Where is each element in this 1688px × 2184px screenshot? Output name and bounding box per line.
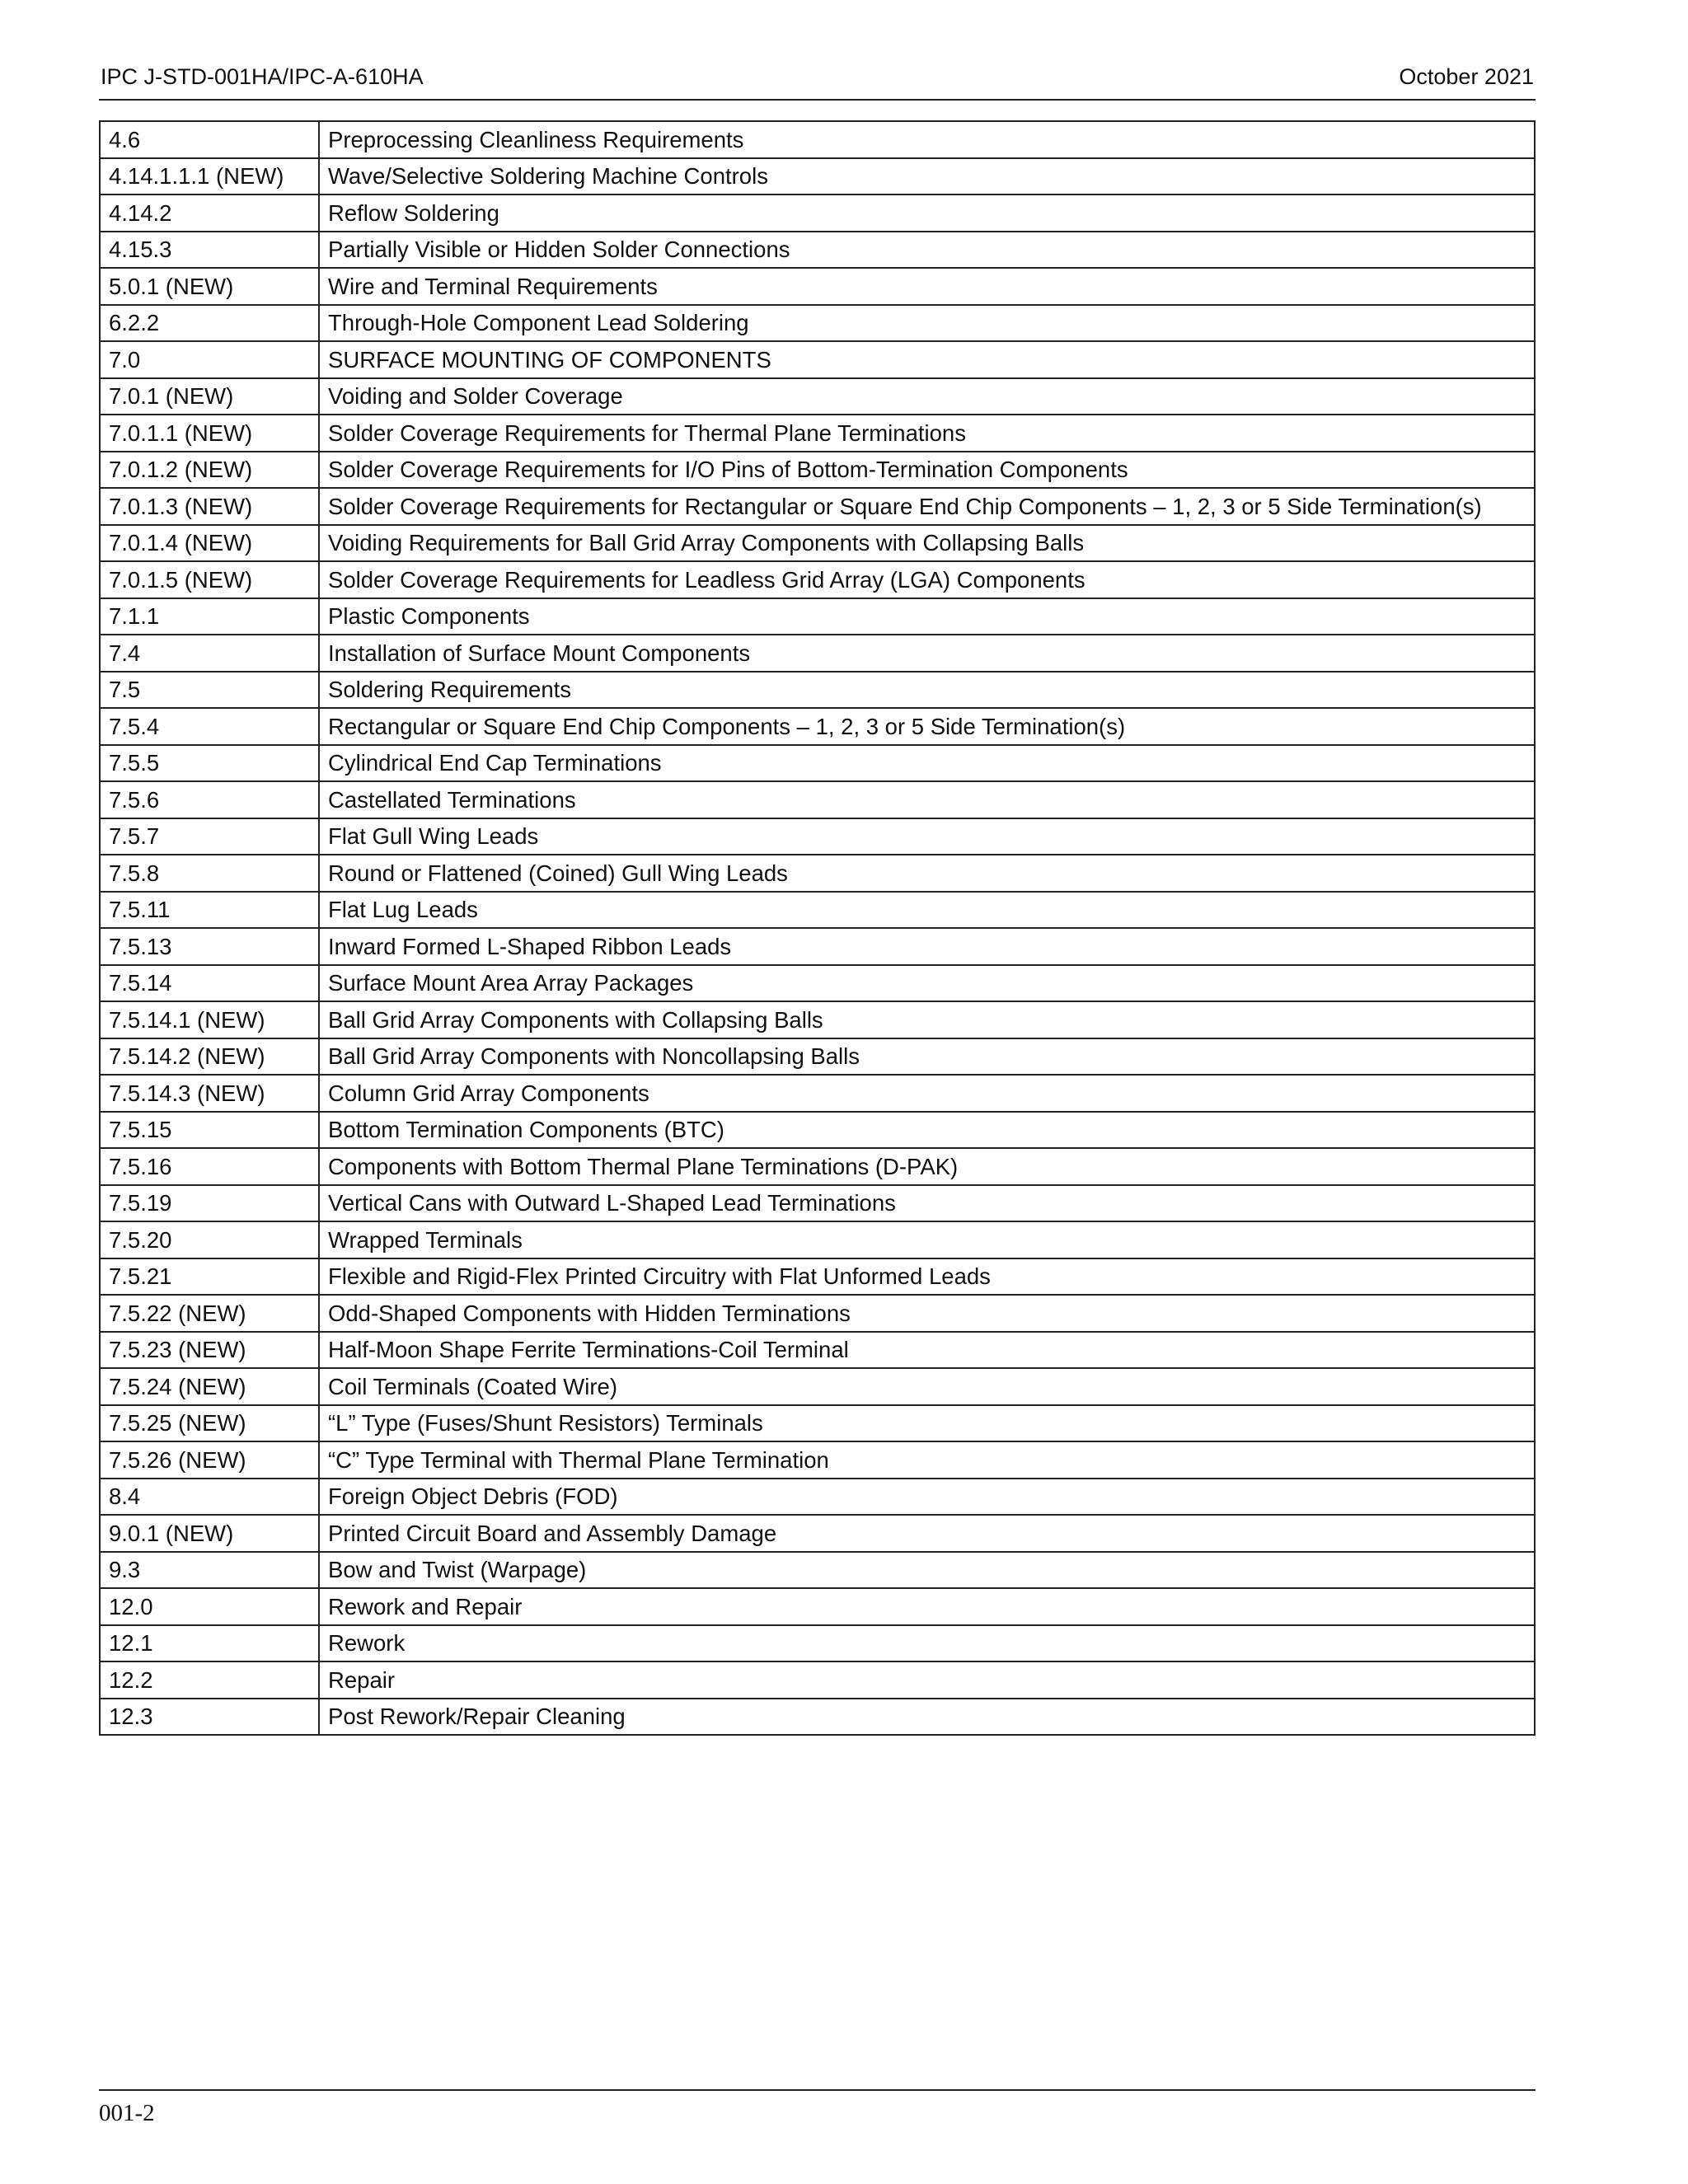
page-header [99,59,1536,101]
table-row [100,268,1535,305]
section-number-cell: 9.3 [100,1552,319,1589]
section-title-cell: Bow and Twist (Warpage) [319,1552,1535,1589]
section-title-cell: Castellated Terminations [319,781,1535,818]
section-number-cell: 7.5.26 (NEW) [100,1441,319,1479]
section-number-cell: 7.5.6 [100,781,319,818]
section-number-cell: 7.5.25 (NEW) [100,1405,319,1442]
section-title-cell: Through-Hole Component Lead Soldering [319,305,1535,342]
table-row [100,1258,1535,1296]
section-title-cell: Round or Flattened (Coined) Gull Wing Leads [319,855,1535,892]
table-row [100,1295,1535,1332]
section-title-cell: Solder Coverage Requirements for Leadless Grid Array (LGA) Components [319,561,1535,598]
section-title-cell: Wrapped Terminals [319,1221,1535,1258]
document-title: IPC J-STD-001HA/IPC-A-610HA [101,64,424,89]
section-title-cell: Flexible and Rigid-Flex Printed Circuitry with Flat Unformed Leads [319,1258,1535,1296]
section-number-cell: 4.14.2 [100,194,319,232]
table-row [100,121,1535,158]
section-number-cell: 9.0.1 (NEW) [100,1515,319,1552]
table-row [100,1221,1535,1258]
section-title-cell: Solder Coverage Requirements for Thermal Plane Terminations [319,415,1535,452]
section-number-cell: 12.0 [100,1588,319,1625]
section-number-cell: 12.1 [100,1625,319,1662]
table-row [100,1699,1535,1736]
section-title-cell: Post Rework/Repair Cleaning [319,1699,1535,1736]
section-title-cell: Ball Grid Array Components with Collapsing Balls [319,1001,1535,1038]
section-number-cell: 12.3 [100,1699,319,1736]
section-number-cell: 4.15.3 [100,232,319,269]
section-number-cell: 7.5.14 [100,965,319,1002]
table-row [100,378,1535,415]
table-row [100,525,1535,562]
section-number-cell: 7.5.16 [100,1148,319,1185]
table-row [100,452,1535,489]
section-title-cell: Voiding Requirements for Ball Grid Array Components with Collapsing Balls [319,525,1535,562]
table-row [100,1185,1535,1222]
section-number-cell: 7.5.13 [100,928,319,965]
section-title-cell: Components with Bottom Thermal Plane Terminations (D-PAK) [319,1148,1535,1185]
section-number-cell: 7.5.23 (NEW) [100,1332,319,1369]
section-title-cell: Reflow Soldering [319,194,1535,232]
table-row [100,965,1535,1002]
section-number-cell: 7.5.11 [100,892,319,929]
section-number-cell: 7.5.22 (NEW) [100,1295,319,1332]
section-title-cell: “L” Type (Fuses/Shunt Resistors) Terminals [319,1405,1535,1442]
section-number-cell: 7.5 [100,672,319,709]
table-row [100,1148,1535,1185]
section-number-cell: 7.0.1.3 (NEW) [100,488,319,525]
section-title-cell: Half-Moon Shape Ferrite Terminations-Coil Terminal [319,1332,1535,1369]
section-title-cell: Soldering Requirements [319,672,1535,709]
section-title-cell: Coil Terminals (Coated Wire) [319,1368,1535,1405]
section-number-cell: 7.0.1.4 (NEW) [100,525,319,562]
section-title-cell: Repair [319,1661,1535,1699]
section-title-cell: Voiding and Solder Coverage [319,378,1535,415]
table-row [100,1075,1535,1112]
section-number-cell: 7.0 [100,341,319,378]
document-date: October 2021 [1399,64,1534,89]
section-number-cell: 7.0.1 (NEW) [100,378,319,415]
section-title-cell: Installation of Surface Mount Components [319,635,1535,672]
section-title-cell: Rework [319,1625,1535,1662]
section-title-cell: “C” Type Terminal with Thermal Plane Termination [319,1441,1535,1479]
section-title-cell: Foreign Object Debris (FOD) [319,1479,1535,1516]
section-number-cell: 4.6 [100,121,319,158]
table-row [100,1038,1535,1076]
section-number-cell: 7.5.14.2 (NEW) [100,1038,319,1076]
section-number-cell: 7.5.5 [100,745,319,782]
section-number-cell: 7.5.24 (NEW) [100,1368,319,1405]
page-number: 001-2 [99,2100,155,2126]
table-row [100,1479,1535,1516]
table-row [100,672,1535,709]
table-row [100,1368,1535,1405]
section-number-cell: 6.2.2 [100,305,319,342]
section-title-cell: Bottom Termination Components (BTC) [319,1112,1535,1149]
section-number-cell: 7.5.14.1 (NEW) [100,1001,319,1038]
table-row [100,1405,1535,1442]
table-row [100,158,1535,195]
section-title-cell: Ball Grid Array Components with Noncollapsing Balls [319,1038,1535,1076]
table-row [100,708,1535,745]
section-title-cell: Printed Circuit Board and Assembly Damage [319,1515,1535,1552]
table-row [100,1112,1535,1149]
section-number-cell: 7.5.21 [100,1258,319,1296]
section-number-cell: 5.0.1 (NEW) [100,268,319,305]
table-row [100,1588,1535,1625]
table-row [100,341,1535,378]
section-number-cell: 7.5.8 [100,855,319,892]
section-table-body [100,121,1535,1735]
section-title-cell: Partially Visible or Hidden Solder Connections [319,232,1535,269]
table-row [100,928,1535,965]
section-title-cell: Cylindrical End Cap Terminations [319,745,1535,782]
section-title-cell: Preprocessing Cleanliness Requirements [319,121,1535,158]
section-title-cell: Flat Gull Wing Leads [319,818,1535,855]
footer-rule [99,2089,1536,2091]
section-title-cell: Solder Coverage Requirements for I/O Pins of Bottom-Termination Components [319,452,1535,489]
section-title-cell: Rectangular or Square End Chip Components – 1, 2, 3 or 5 Side Termination(s) [319,708,1535,745]
table-row [100,232,1535,269]
section-title-cell: SURFACE MOUNTING OF COMPONENTS [319,341,1535,378]
section-number-cell: 7.5.4 [100,708,319,745]
table-row [100,745,1535,782]
table-row [100,598,1535,635]
section-title-cell: Column Grid Array Components [319,1075,1535,1112]
table-row [100,1001,1535,1038]
section-number-cell: 4.14.1.1.1 (NEW) [100,158,319,195]
table-row [100,194,1535,232]
table-row [100,892,1535,929]
section-number-cell: 7.5.14.3 (NEW) [100,1075,319,1112]
section-number-cell: 12.2 [100,1661,319,1699]
table-row [100,818,1535,855]
section-number-cell: 7.0.1.2 (NEW) [100,452,319,489]
table-row [100,1552,1535,1589]
table-row [100,855,1535,892]
table-row [100,561,1535,598]
section-title-cell: Odd-Shaped Components with Hidden Terminations [319,1295,1535,1332]
section-title-cell: Plastic Components [319,598,1535,635]
section-title-cell: Wave/Selective Soldering Machine Controls [319,158,1535,195]
section-title-cell: Surface Mount Area Array Packages [319,965,1535,1002]
table-row [100,781,1535,818]
section-title-cell: Flat Lug Leads [319,892,1535,929]
section-title-cell: Solder Coverage Requirements for Rectangular or Square End Chip Components – 1, 2, 3 or 5 Side Termination(s) [319,488,1535,525]
section-table [99,120,1536,1736]
section-number-cell: 7.4 [100,635,319,672]
table-row [100,1625,1535,1662]
table-row [100,1332,1535,1369]
section-title-cell: Wire and Terminal Requirements [319,268,1535,305]
section-title-cell: Rework and Repair [319,1588,1535,1625]
table-row [100,305,1535,342]
table-row [100,488,1535,525]
section-number-cell: 7.0.1.5 (NEW) [100,561,319,598]
section-number-cell: 7.1.1 [100,598,319,635]
table-row [100,635,1535,672]
section-title-cell: Inward Formed L-Shaped Ribbon Leads [319,928,1535,965]
section-number-cell: 7.5.15 [100,1112,319,1149]
section-number-cell: 7.5.20 [100,1221,319,1258]
table-row [100,1515,1535,1552]
section-title-cell: Vertical Cans with Outward L-Shaped Lead Terminations [319,1185,1535,1222]
table-row [100,415,1535,452]
section-number-cell: 7.0.1.1 (NEW) [100,415,319,452]
section-number-cell: 7.5.19 [100,1185,319,1222]
section-number-cell: 7.5.7 [100,818,319,855]
section-number-cell: 8.4 [100,1479,319,1516]
table-row [100,1441,1535,1479]
table-row [100,1661,1535,1699]
